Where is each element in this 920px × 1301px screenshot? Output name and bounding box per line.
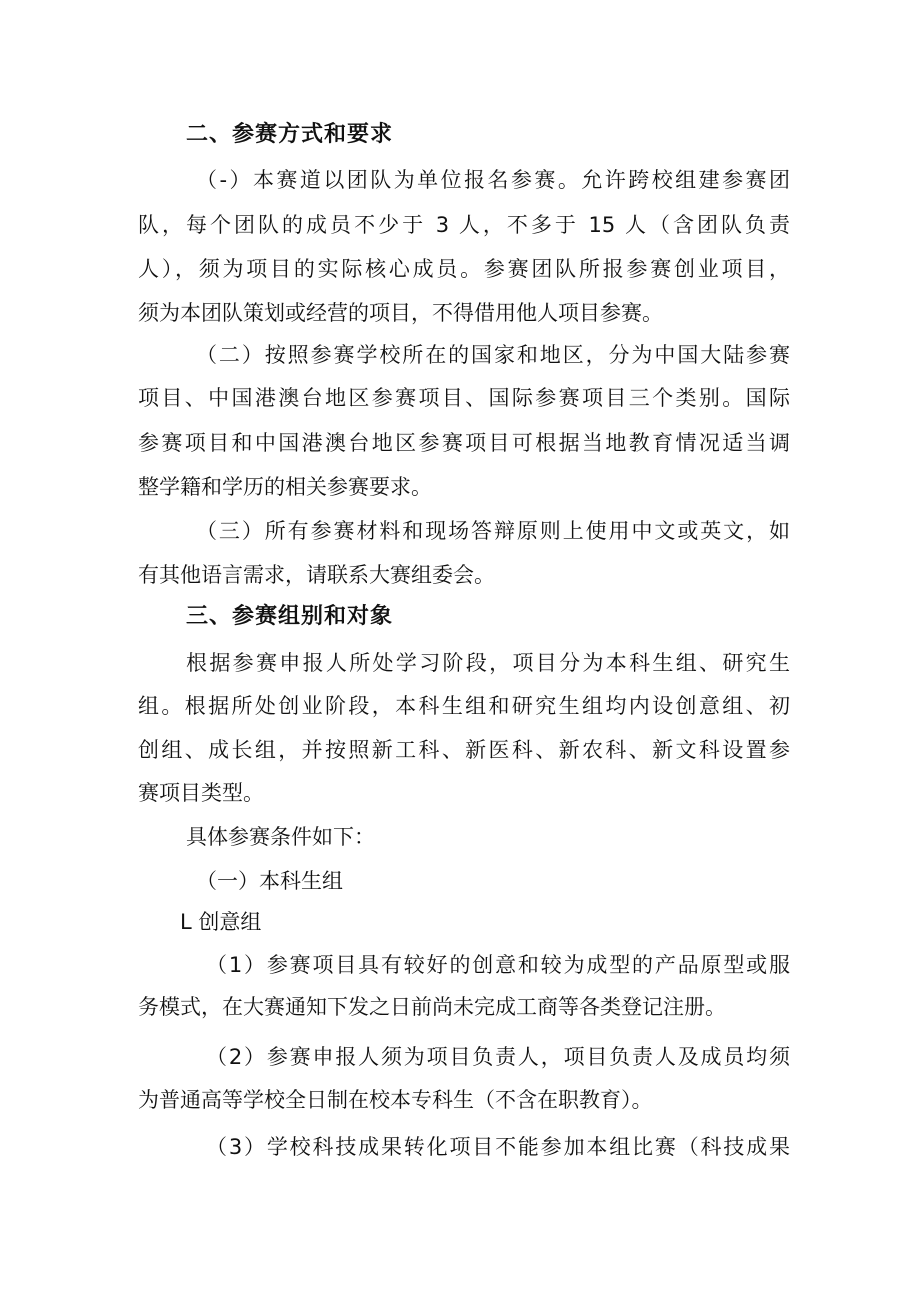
condition-1-line-2: 务模式，在大赛通知下发之日前尚未完成工商等各类登记注册。 [138, 995, 726, 1019]
paragraph-2-line-3: 参赛项目和中国港澳台地区参赛项目可根据当地教育情况适当调 [138, 431, 790, 455]
paragraph-2-line-4: 整学籍和学历的相关参赛要求。 [138, 475, 432, 499]
paragraph-4-line-2: 组。根据所处创业阶段，本科生组和研究生组均内设创意组、初 [138, 694, 790, 718]
paragraph-1-line-2: 队，每个团队的成员不少于 3 人，不多于 15 人（含团队负责 [138, 213, 790, 237]
paragraph-1-line-3: 人），须为项目的实际核心成员。参赛团队所报参赛创业项目， [138, 257, 790, 281]
paragraph-3-line-2: 有其他语言需求，请联系大赛组委会。 [138, 563, 495, 587]
condition-3-line-1: （3）学校科技成果转化项目不能参加本组比赛（科技成果 [206, 1135, 790, 1159]
conditions-intro: 具体参赛条件如下： [186, 825, 375, 849]
section-heading-3: 三、参赛组别和对象 [186, 604, 394, 629]
subheading-undergraduate: （一）本科生组 [196, 869, 343, 893]
paragraph-4-line-3: 创组、成长组，并按照新工科、新医科、新农科、新文科设置参 [138, 738, 790, 762]
condition-2-line-1: （2）参赛申报人须为项目负责人，项目负责人及成员均须 [206, 1045, 790, 1069]
subheading-creative-group: L 创意组 [180, 910, 262, 934]
paragraph-1-line-4: 须为本团队策划或经营的项目，不得借用他人项目参赛。 [138, 301, 663, 325]
paragraph-2-line-2: 项目、中国港澳台地区参赛项目、国际参赛项目三个类别。国际 [138, 386, 790, 410]
condition-1-line-1: （1）参赛项目具有较好的创意和较为成型的产品原型或服 [206, 953, 790, 977]
section-heading-2: 二、参赛方式和要求 [186, 122, 394, 147]
paragraph-4-line-1: 根据参赛申报人所处学习阶段，项目分为本科生组、研究生 [186, 651, 790, 675]
paragraph-4-line-4: 赛项目类型。 [138, 781, 264, 805]
paragraph-1-line-1: （-）本赛道以团队为单位报名参赛。允许跨校组建参赛团 [196, 168, 790, 192]
paragraph-3-line-1: （三）所有参赛材料和现场答辩原则上使用中文或英文，如 [196, 519, 790, 543]
condition-2-line-2: 为普通高等学校全日制在校本专科生（不含在职教育）。 [138, 1088, 653, 1112]
paragraph-2-line-1: （二）按照参赛学校所在的国家和地区，分为中国大陆参赛 [196, 343, 790, 367]
